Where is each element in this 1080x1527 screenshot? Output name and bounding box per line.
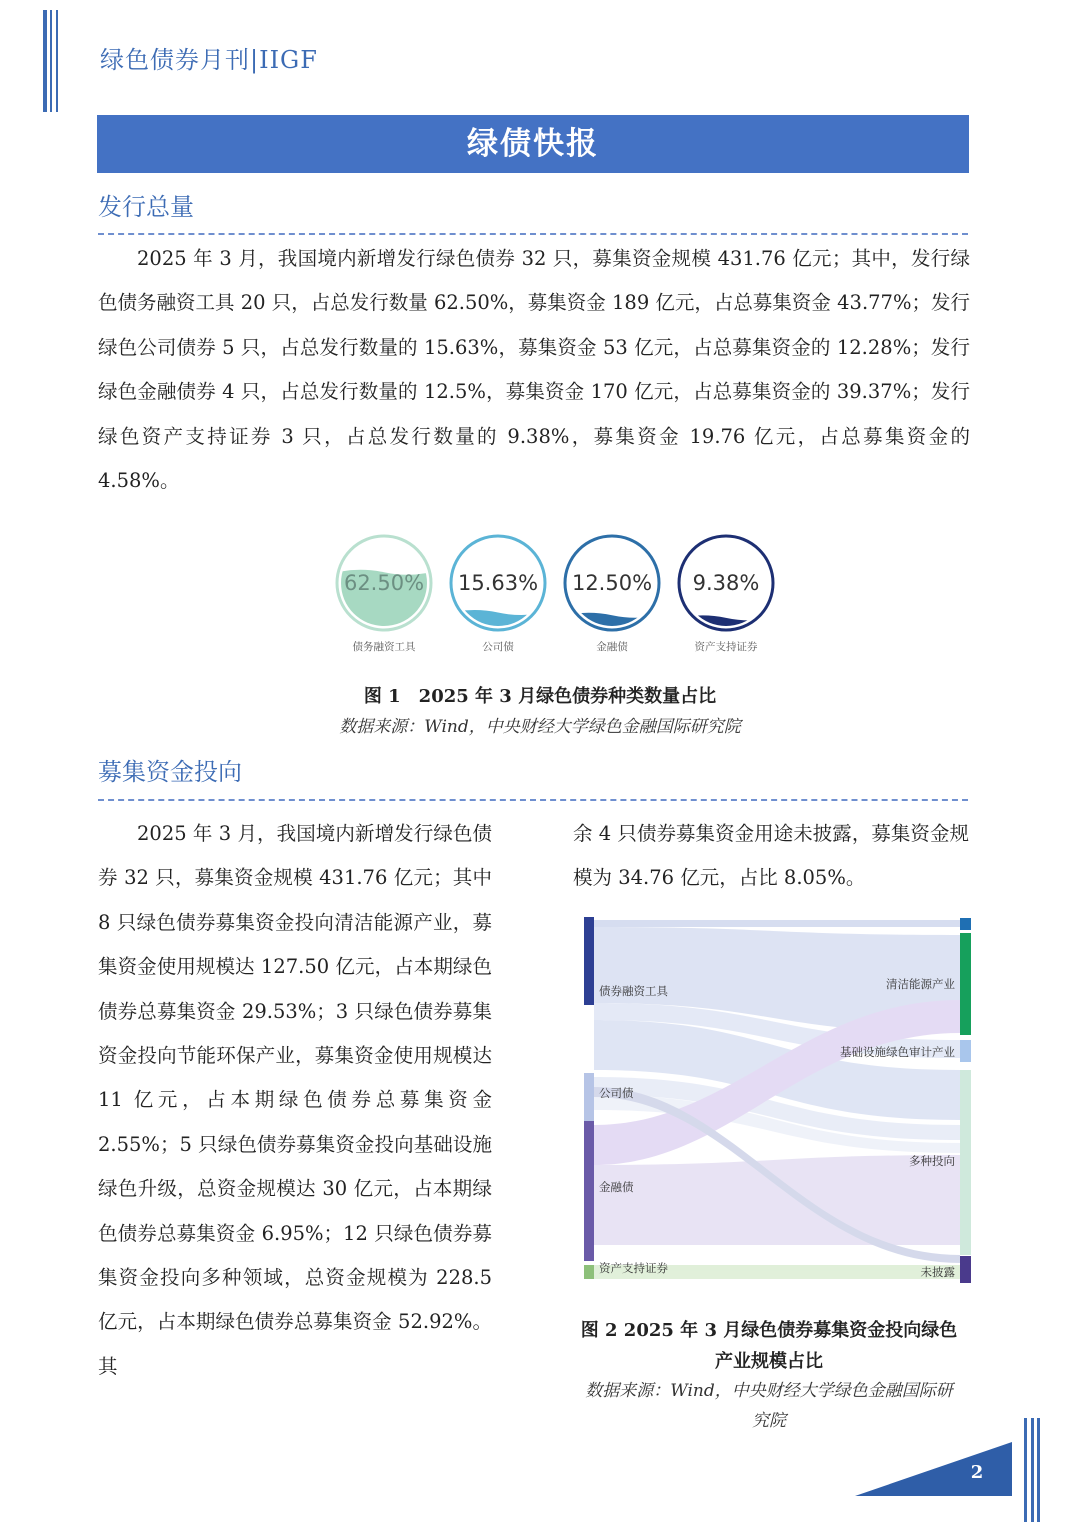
publication-title: 绿色债券月刊|IIGF <box>100 46 318 74</box>
sankey-target-label: 多种投向 <box>909 1154 955 1168</box>
section-banner: 绿债快报 <box>97 115 969 173</box>
gauge-value: 12.50% <box>571 571 653 595</box>
sankey-target-label: 清洁能源产业 <box>886 977 955 991</box>
flow <box>594 920 960 927</box>
header-decor-bar <box>50 10 52 112</box>
sankey-source-label: 资产支持证券 <box>599 1261 668 1275</box>
figure2-caption-line2: 产业规模占比 <box>715 1351 823 1372</box>
sankey-source-node <box>584 1265 594 1279</box>
figure2-source-line1: 数据来源：Wind，中央财经大学绿色金融国际研 <box>585 1381 953 1401</box>
footer-decor-bar <box>1031 1418 1034 1522</box>
gauge-value: 62.50% <box>343 571 425 595</box>
gauge-1 <box>337 536 431 653</box>
section-heading-issuance: 发行总量 <box>98 193 194 221</box>
sankey-target-node <box>960 1256 971 1283</box>
sankey-source-node <box>584 1121 594 1261</box>
header-decor-bar <box>43 10 47 112</box>
divider <box>98 799 968 801</box>
figure1-gauges <box>320 525 790 660</box>
sankey-target-label: 基础设施绿色审计产业 <box>840 1045 955 1059</box>
gauge-value: 15.63% <box>457 571 539 595</box>
sankey-target-label: 未披露 <box>920 1265 955 1279</box>
figure1-source: 数据来源：Wind，中央财经大学绿色金融国际研究院 <box>339 717 741 737</box>
gauge-4 <box>679 536 773 653</box>
sankey-source-label: 债券融资工具 <box>599 984 668 998</box>
section-heading-fund-use: 募集资金投向 <box>98 758 242 786</box>
fund-use-paragraph-left: 2025 年 3 月，我国境内新增发行绿色债券 32 只，募集资金规模 431.76 亿元；其中 8 只绿色债券募集资金投向清洁能源产业，募集资金使用规模达 127.50 亿元，占本期绿色债券总募集资金 29.53%；3 只绿色债券募集资金投向节能环保产业，募集资金使用规模达 11 亿元，占本期绿色债券总募集资金 2.55%；5 只绿色债券募集资金投向基础设施绿色升级，总资金规模达 30 亿元，占本期绿色债券总募集资金 6.95%；12 只绿色债券募集资金投向多种领域，总资金规模为 228.5 亿元，占本期绿色债券总募集资金 52.92%。其 <box>98 822 492 1378</box>
figure2-caption-line1: 图 2 2025 年 3 月绿色债券募集资金投向绿色 <box>580 1320 958 1341</box>
gauge-label: 金融债 <box>596 641 628 653</box>
sankey-source-node <box>584 1073 594 1123</box>
sankey-target-node <box>960 1040 971 1062</box>
fund-use-paragraph-right: 余 4 只债券募集资金用途未披露，募集资金规模为 34.76 亿元，占比 8.05%。 <box>573 822 969 890</box>
footer-decor-bar <box>1037 1418 1040 1522</box>
figure2-source <box>562 1376 976 1436</box>
gauge-3 <box>565 536 659 653</box>
sankey-source-label: 公司债 <box>599 1086 634 1100</box>
sankey-target-node <box>960 918 971 930</box>
issuance-paragraph: 2025 年 3 月，我国境内新增发行绿色债券 32 只，募集资金规模 431.76 亿元；其中，发行绿色债务融资工具 20 只，占总发行数量 62.50%，募集资金 189 亿元，占总募集资金 43.77%；发行绿色公司债券 5 只，占总发行数量的 15.63%，募集资金 53 亿元，占总募集资金的 12.28%；发行绿色金融债券 4 只，占总发行数量的 12.5%，募集资金 170 亿元，占总募集资金的 39.37%；发行绿色资产支持证券 3 只，占总发行数量的 9.38%，募集资金 19.76 亿元，占总募集资金的 4.58%。 <box>98 247 970 493</box>
gauge-value: 9.38% <box>692 571 760 595</box>
page-number: 2 <box>970 1462 984 1483</box>
gauge-2 <box>451 536 545 653</box>
figure2-source-line2: 究院 <box>752 1411 786 1431</box>
sankey-source-node <box>584 917 594 1005</box>
sankey-target-node <box>960 1070 971 1255</box>
divider <box>98 233 968 235</box>
gauge-label: 资产支持证券 <box>694 641 758 653</box>
flow <box>594 1155 960 1245</box>
sankey-flows <box>594 920 960 1279</box>
figure2-sankey <box>582 915 974 1287</box>
figure2-caption <box>562 1315 976 1377</box>
footer-decor-bar <box>1024 1418 1027 1522</box>
figure1-caption: 图 1 2025 年 3 月绿色债券种类数量占比 <box>363 686 717 707</box>
header-decor-bar <box>56 10 58 112</box>
sankey-target-node <box>960 933 971 1035</box>
gauge-label: 债务融资工具 <box>352 641 416 653</box>
sankey-source-label: 金融债 <box>599 1180 634 1194</box>
gauge-label: 公司债 <box>482 641 514 653</box>
